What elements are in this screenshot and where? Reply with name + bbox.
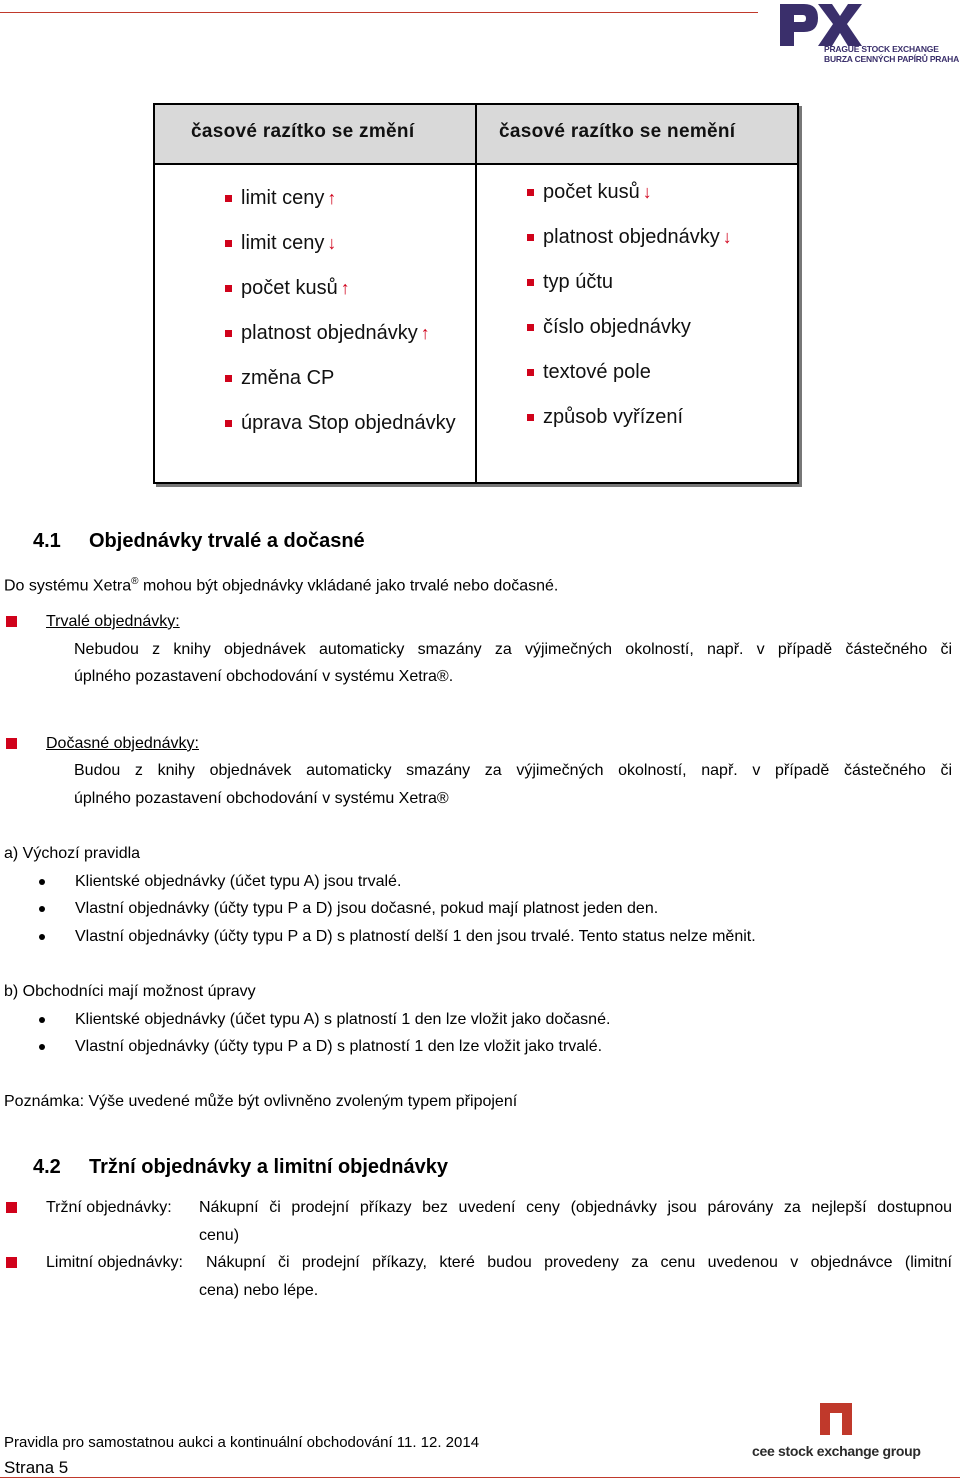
rules-a-item: Klientské objednávky (účet typu A) jsou trvalé. bbox=[75, 873, 402, 890]
rules-b-item: Klientské objednávky (účet typu A) s platností 1 den lze vložit jako dočasné. bbox=[75, 1011, 611, 1028]
page-number: Strana 5 bbox=[4, 1458, 69, 1477]
limitni-line-1: Nákupní či prodejní příkazy, které budou provedeny za cenu uvedenou v objednávce (limitní bbox=[206, 1254, 952, 1271]
item-label: textové pole bbox=[543, 361, 651, 383]
list-item bbox=[527, 181, 732, 226]
col1-title: časové razítko se změní bbox=[191, 121, 415, 142]
bullet-icon bbox=[527, 369, 534, 376]
header-rule bbox=[0, 12, 758, 13]
item-label: počet kusů bbox=[241, 277, 338, 299]
bullet-dot-icon bbox=[39, 879, 45, 885]
trzni-line-1: Nákupní či prodejní příkazy bez uvedení ceny (objednávky jsou párovány za nejlepší dostupnou bbox=[199, 1199, 952, 1216]
arrow-down-icon: ↓ bbox=[642, 182, 652, 202]
list-item bbox=[225, 367, 456, 412]
item-label: limit ceny bbox=[241, 187, 325, 209]
bullet-icon bbox=[225, 240, 232, 247]
bullet-icon bbox=[225, 195, 232, 202]
section-heading-4-1 bbox=[33, 530, 365, 553]
item-label: počet kusů bbox=[543, 181, 640, 203]
docasne-label: Dočasné objednávky: bbox=[46, 735, 199, 752]
col2-list bbox=[527, 181, 732, 451]
trvale-line-2: úplného pozastavení obchodování v systému Xetra®. bbox=[74, 668, 454, 685]
bullet-icon bbox=[527, 234, 534, 241]
trzni-line-2: cenu) bbox=[199, 1227, 240, 1244]
item-label: úprava Stop objednávky bbox=[241, 412, 456, 434]
item-label: způsob vyřízení bbox=[543, 406, 684, 428]
item-label: platnost objednávky bbox=[543, 226, 720, 248]
list-item bbox=[225, 187, 456, 232]
rules-b-item: Vlastní objednávky (účty typu P a D) s platností 1 den lze vložit jako trvalé. bbox=[75, 1038, 603, 1055]
list-item bbox=[225, 232, 456, 277]
rules-b-title: b) Obchodníci mají možnost úpravy bbox=[4, 983, 256, 1000]
intro-text: Do systému Xetra bbox=[4, 577, 132, 595]
footer-rule bbox=[0, 1477, 960, 1478]
bullet-icon bbox=[225, 285, 232, 292]
group-logo-text: cee stock exchange group bbox=[752, 1443, 921, 1459]
bullet-icon bbox=[527, 324, 534, 331]
timestamp-table bbox=[153, 103, 799, 484]
list-item bbox=[527, 271, 732, 316]
red-bullet-icon bbox=[6, 616, 17, 627]
item-label: číslo objednávky bbox=[543, 316, 691, 338]
arrow-down-icon: ↓ bbox=[327, 233, 337, 253]
bullet-icon bbox=[225, 420, 232, 427]
list-item bbox=[527, 406, 732, 451]
section-number: 4.1 bbox=[33, 530, 61, 552]
item-label: limit ceny bbox=[241, 232, 325, 254]
rules-a-item: Vlastní objednávky (účty typu P a D) jsou dočasné, pokud mají platnost jeden den. bbox=[75, 900, 659, 917]
footer-doc-title: Pravidla pro samostatnou aukci a kontinuální obchodování 11. 12. 2014 bbox=[4, 1434, 480, 1451]
arrow-up-icon: ↑ bbox=[420, 323, 430, 343]
bullet-icon bbox=[225, 375, 232, 382]
logo-line-1: PRAGUE STOCK EXCHANGE bbox=[824, 44, 939, 54]
trvale-line-1: Nebudou z knihy objednávek automaticky smazány za výjimečných okolností, např. v případě částečného či bbox=[74, 641, 952, 658]
red-bullet-icon bbox=[6, 1257, 17, 1268]
arrow-down-icon: ↓ bbox=[722, 227, 732, 247]
section-heading-4-2 bbox=[33, 1156, 448, 1179]
trvale-label: Trvalé objednávky: bbox=[46, 613, 180, 630]
bullet-icon bbox=[527, 414, 534, 421]
item-label: změna CP bbox=[241, 367, 335, 389]
bullet-dot-icon bbox=[39, 1017, 45, 1023]
list-item bbox=[527, 361, 732, 406]
limitni-line-2: cena) nebo lépe. bbox=[199, 1282, 319, 1299]
registered-mark: ® bbox=[131, 576, 139, 587]
rules-a-item: Vlastní objednávky (účty typu P a D) s platností delší 1 den jsou trvalé. Tento status nelze měnit. bbox=[75, 928, 756, 945]
bullet-icon bbox=[527, 279, 534, 286]
list-item bbox=[225, 412, 456, 457]
arrow-up-icon: ↑ bbox=[327, 188, 337, 208]
col2-title: časové razítko se nemění bbox=[499, 121, 736, 142]
red-bullet-icon bbox=[6, 1202, 17, 1213]
col1-list bbox=[225, 187, 456, 457]
section-title: Objednávky trvalé a dočasné bbox=[89, 530, 365, 552]
bullet-icon bbox=[225, 330, 232, 337]
section-number: 4.2 bbox=[33, 1156, 61, 1178]
column-divider bbox=[475, 105, 477, 482]
limitni-label: Limitní objednávky: bbox=[46, 1254, 183, 1271]
item-label: typ účtu bbox=[543, 271, 614, 293]
intro-text-tail: mohou být objednávky vkládané jako trvalé nebo dočasné. bbox=[138, 577, 559, 595]
note-text: Poznámka: Výše uvedené může být ovlivněno zvoleným typem připojení bbox=[4, 1093, 518, 1110]
list-item bbox=[527, 226, 732, 271]
intro-paragraph bbox=[4, 572, 558, 596]
bullet-dot-icon bbox=[39, 1044, 45, 1050]
list-item bbox=[225, 277, 456, 322]
bullet-dot-icon bbox=[39, 934, 45, 940]
red-bullet-icon bbox=[6, 738, 17, 749]
docasne-line-1: Budou z knihy objednávek automaticky smazány za výjimečných okolností, např. v případě částečného či bbox=[74, 762, 952, 779]
section-title: Tržní objednávky a limitní objednávky bbox=[89, 1156, 448, 1178]
cee-logo-icon bbox=[820, 1403, 852, 1435]
trzni-label: Tržní objednávky: bbox=[46, 1199, 172, 1216]
logo-caption bbox=[824, 44, 959, 64]
docasne-line-2: úplného pozastavení obchodování v systému Xetra® bbox=[74, 790, 449, 807]
bullet-icon bbox=[527, 189, 534, 196]
bullet-dot-icon bbox=[39, 906, 45, 912]
list-item bbox=[225, 322, 456, 367]
logo-line-2: BURZA CENNÝCH PAPÍRŮ PRAHA bbox=[824, 54, 960, 64]
arrow-up-icon: ↑ bbox=[340, 278, 350, 298]
list-item bbox=[527, 316, 732, 361]
rules-a-title: a) Výchozí pravidla bbox=[4, 845, 141, 862]
item-label: platnost objednávky bbox=[241, 322, 418, 344]
